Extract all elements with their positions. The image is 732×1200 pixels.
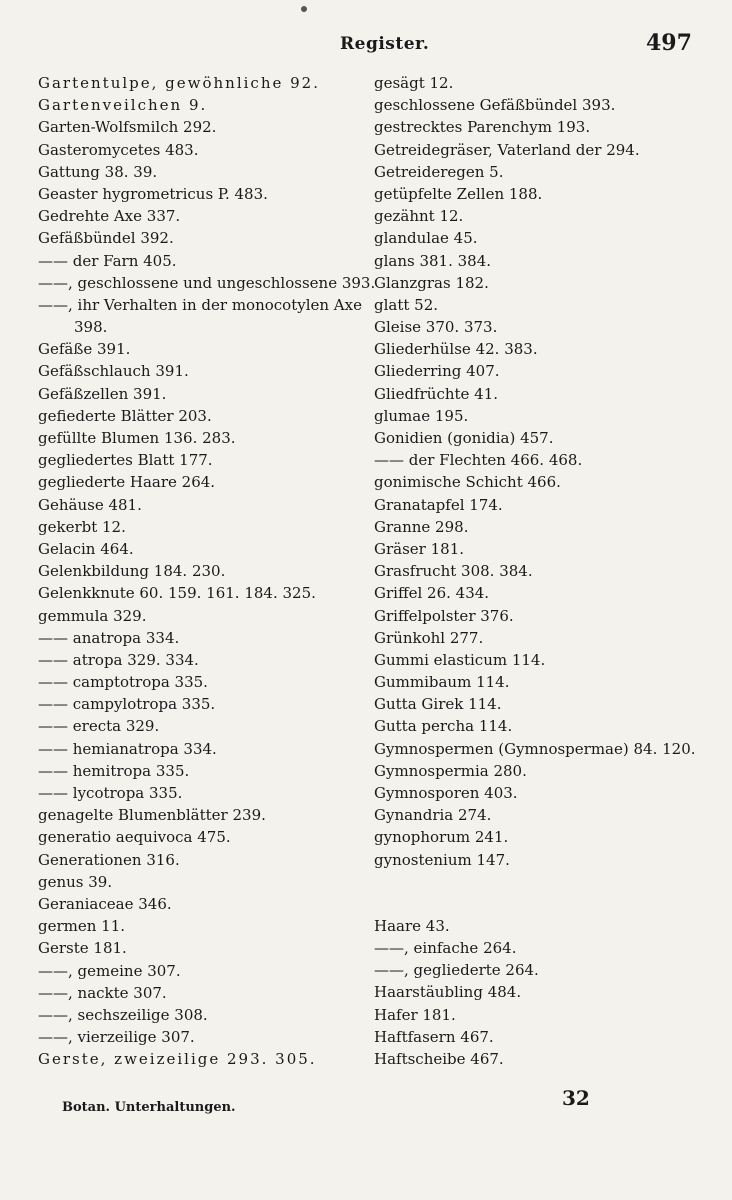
index-entry: ——, ihr Verhalten in der monocotylen Axe [38,295,362,314]
index-entry: Gutta percha 114. [374,717,513,736]
index-entry: ——, vierzeilige 307. [38,1028,195,1047]
index-entry: Haftscheibe 467. [374,1049,504,1068]
index-entry: Gerste, zweizeilige 293. 305. [38,1050,317,1069]
index-entry: Hafer 181. [374,1005,456,1024]
index-entry: Haftfasern 467. [374,1027,494,1046]
index-entry: —— hemitropa 335. [38,761,190,780]
index-entry: Gelenkbildung 184. 230. [38,562,226,581]
index-entry: —— camptotropa 335. [38,673,208,692]
index-entry: Gummi elasticum 114. [374,650,546,669]
index-entry: Granatapfel 174. [374,495,503,514]
index-entry: Gliederring 407. [374,362,500,381]
index-entry: glumae 195. [374,406,469,425]
index-entry: Gummibaum 114. [374,673,510,692]
index-entry: glatt 52. [374,295,439,314]
index-entry: gemmula 329. [38,606,147,625]
index-entry: Grünkohl 277. [374,628,484,647]
index-entry: Gartenveilchen 9. [38,96,208,115]
index-entry: Gliedfrüchte 41. [374,384,499,403]
page-number: 497 [646,30,692,56]
index-entry: glandulae 45. [374,229,478,248]
section-gap [374,871,714,915]
index-entry: Gleise 370. 373. [374,318,498,337]
index-entry: gefüllte Blumen 136. 283. [38,429,236,447]
index-entry: Generationen 316. [38,850,180,869]
index-entry: Gasteromycetes 483. [38,140,199,159]
index-entry: Gynandria 274. [374,806,492,825]
index-entry: gynostenium 147. [374,850,510,869]
index-entry: generatio aequivoca 475. [38,828,231,847]
index-entry: —— erecta 329. [38,717,160,736]
index-entry: Gattung 38. 39. [38,162,158,181]
index-entry: —— der Farn 405. [38,251,177,270]
index-entry: getüpfelte Zellen 188. [374,184,543,203]
index-entry: gonimische Schicht 466. [374,473,561,492]
index-entry: ——, gemeine 307. [38,961,181,980]
index-entry: Griffel 26. 434. [374,584,490,603]
index-entry: —— der Flechten 466. 468. [374,451,583,470]
right-index-column [374,72,714,1070]
index-entry: Gymnospermen (Gymnospermae) 84. 120. [374,739,696,758]
index-entry: Gutta Girek 114. [374,695,502,714]
index-entry: gegliederte Haare 264. [38,473,216,492]
index-entry: Gefäßbündel 392. [38,229,174,248]
index-entry: gynophorum 241. [374,828,509,847]
page-header-title: Register. [340,34,430,54]
index-entry: Gefäßzellen 391. [38,384,167,403]
index-entry: gekerbt 12. [38,517,126,536]
right-index-g-entries [374,72,714,871]
index-entry: ——, nackte 307. [38,983,167,1002]
index-entry: Gefäßschlauch 391. [38,362,189,381]
index-entry: Gräser 181. [374,539,465,558]
left-index-column [38,72,376,1070]
index-entry: Gliederhülse 42. 383. [374,340,538,359]
index-entry: 398. [74,318,108,337]
index-entry: Getreidegräser, Vaterland der 294. [374,140,640,159]
index-entry: Granne 298. [374,517,469,536]
index-entry: Gelacin 464. [38,539,134,558]
index-entry: Grasfrucht 308. 384. [374,562,533,581]
index-entry: gezähnt 12. [374,207,464,226]
sheet-number: 32 [562,1086,590,1110]
index-entry: ——, gegliederte 264. [374,961,539,980]
index-entry: Gelenkknute 60. 159. 161. 184. 325. [38,584,316,603]
index-entry: —— anatropa 334. [38,628,180,647]
index-entry: genagelte Blumenblätter 239. [38,806,266,825]
index-entry: gefiederte Blätter 203. [38,406,212,425]
index-entry: Gonidien (gonidia) 457. [374,429,554,447]
index-entry: —— campylotropa 335. [38,695,216,714]
right-index-h-entries [374,915,714,1070]
index-entry: Gartentulpe, gewöhnliche 92. [38,74,320,92]
index-entry: Geaster hygrometricus P. 483. [38,184,268,203]
index-entry: —— lycotropa 335. [38,784,183,802]
index-entry: Glanzgras 182. [374,273,489,292]
index-entry: Haare 43. [374,916,450,935]
index-entry: geschlossene Gefäßbündel 393. [374,96,616,115]
index-entry: germen 11. [38,917,126,936]
ink-speck [301,6,307,12]
index-entry: genus 39. [38,872,113,891]
index-entry: ——, geschlossene und ungeschlossene 393. [38,273,376,292]
index-entry: Getreideregen 5. [374,162,504,181]
index-entry: Griffelpolster 376. [374,606,514,625]
index-entry: gegliedertes Blatt 177. [38,451,213,470]
index-entry: —— atropa 329. 334. [38,650,199,669]
index-entry: ——, sechszeilige 308. [38,1005,208,1024]
index-entry: Garten-Wolfsmilch 292. [38,118,217,137]
index-entry: Geraniaceae 346. [38,894,172,913]
index-entry: Gerste 181. [38,939,127,958]
index-entry: glans 381. 384. [374,251,492,270]
footer-signature: Botan. Unterhaltungen. [62,1100,236,1115]
index-entry: Gehäuse 481. [38,495,142,514]
index-entry: Haarstäubling 484. [374,983,522,1002]
index-entry: Gymnosporen 403. [374,784,518,802]
index-entry: Gedrehte Axe 337. [38,207,181,226]
index-entry: ——, einfache 264. [374,938,517,957]
index-entry: Gefäße 391. [38,340,131,359]
index-entry: gestrecktes Parenchym 193. [374,118,591,137]
index-entry: gesägt 12. [374,74,454,92]
index-entry: Gymnospermia 280. [374,761,527,780]
index-entry: —— hemianatropa 334. [38,739,217,758]
